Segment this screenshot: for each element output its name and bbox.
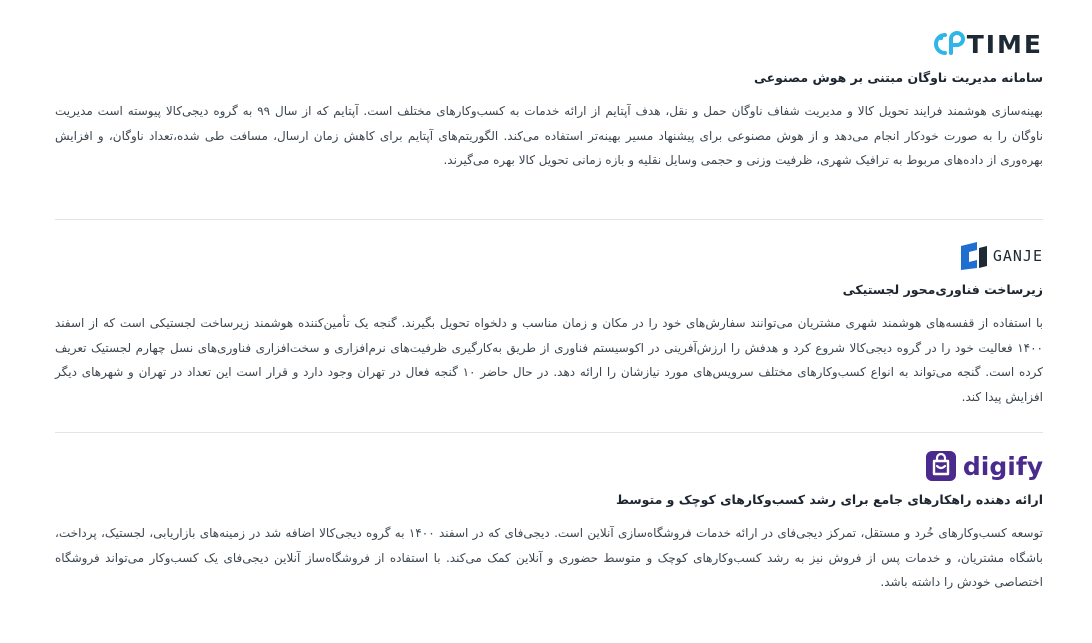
brand-section-digify	[55, 446, 1043, 595]
section-title: سامانه مدیریت ناوگان مبتنی بر هوش مصنوعی	[753, 70, 1043, 85]
optime-mark-icon	[931, 29, 967, 59]
brand-section-ganje	[55, 236, 1043, 409]
digify-logo	[925, 450, 1043, 482]
section-title: زیرساخت فناوری‌محور لجستیکی	[842, 282, 1043, 297]
section-description: بهینه‌سازی هوشمند فرایند تحویل کالا و مدیریت شفاف ناوگان حمل و نقل، هدف آپتایم از ارائه خدمات به کسب‌وکارهای مختلف است. آپتایم که از سال ۹۹ به گروه دیجی‌کالا پیوسته است مدیریت ناوگان را به صورت خودکار انجام می‌دهد و از هوش مصنوعی برای پیشنهاد مسیر بهینه‌تر استفاده می‌کند. الگوریتم‌های آپتایم برای کاهش زمان ارسال، مسافت طی شده،تعداد ناوگان، و افزایش بهره‌وری از داده‌های مربوط به ترافیک شهری، ظرفیت وزنی و حجمی وسایل نقلیه و بازه زمانی تحویل کالا بهره می‌گیرند.	[55, 104, 1043, 167]
digify-logo-text: digify	[962, 451, 1043, 481]
digify-bag-icon	[925, 450, 957, 482]
optime-logo	[931, 29, 1043, 59]
ganje-logo-text: GANJE	[992, 247, 1043, 265]
section-description: با استفاده از قفسه‌های هوشمند شهری مشتریان می‌توانند سفارش‌های خود را در مکان و زمان مناسب و دلخواه تحویل بگیرند. گنجه یک تأمین‌کننده هوشمند زیرساخت لجستیکی است که از اسفند ۱۴۰۰ فعالیت خود را در گروه دیجی‌کالا شروع کرد و هدفش را ارزش‌آفرینی در اکوسیستم فناوری از طریق به‌کارگیری ظرفیت‌های نرم‌افزاری و سخت‌افزاری فناوری‌های نسل چهارم لجستیک تعریف کرده است. گنجه می‌تواند به انواع کسب‌وکارهای مختلف سرویس‌های مورد نیازشان را ارائه دهد. در حال حاضر ۱۰ گنجه فعال در تهران وجود دارد و قرار است این تعداد در تهران و شهرهای دیگر افزایش پیدا کند.	[55, 316, 1043, 404]
logo-row	[55, 446, 1043, 486]
brand-section-optime	[55, 24, 1043, 173]
logo-row	[55, 236, 1043, 276]
divider	[55, 432, 1043, 433]
divider	[55, 219, 1043, 220]
ganje-logo	[957, 240, 1043, 272]
ganje-mark-icon	[957, 240, 989, 272]
section-description: توسعه کسب‌وکارهای خُرد و مستقل، تمرکز دیجی‌فای در ارائه خدمات فروشگاه‌سازی آنلاین است. دیجی‌فای که در اسفند ۱۴۰۰ به گروه دیجی‌کالا اضافه شد در زمینه‌های بازاریابی، لجستیک، پرداخت، باشگاه مشتریان، و خدمات پس از فروش نیز به رشد کسب‌وکارهای کوچک و متوسط حضوری و آنلاین کمک می‌کند. با استفاده از فروشگاه‌ساز آنلاین دیجی‌فای یک کسب‌وکار می‌تواند فروشگاه اختصاصی خودش را داشته باشد.	[55, 526, 1043, 589]
section-title: ارائه دهنده راهکارهای جامع برای رشد کسب‌وکارهای کوچک و متوسط	[615, 492, 1043, 507]
optime-logo-text: TIME	[966, 29, 1043, 59]
logo-row	[55, 24, 1043, 64]
